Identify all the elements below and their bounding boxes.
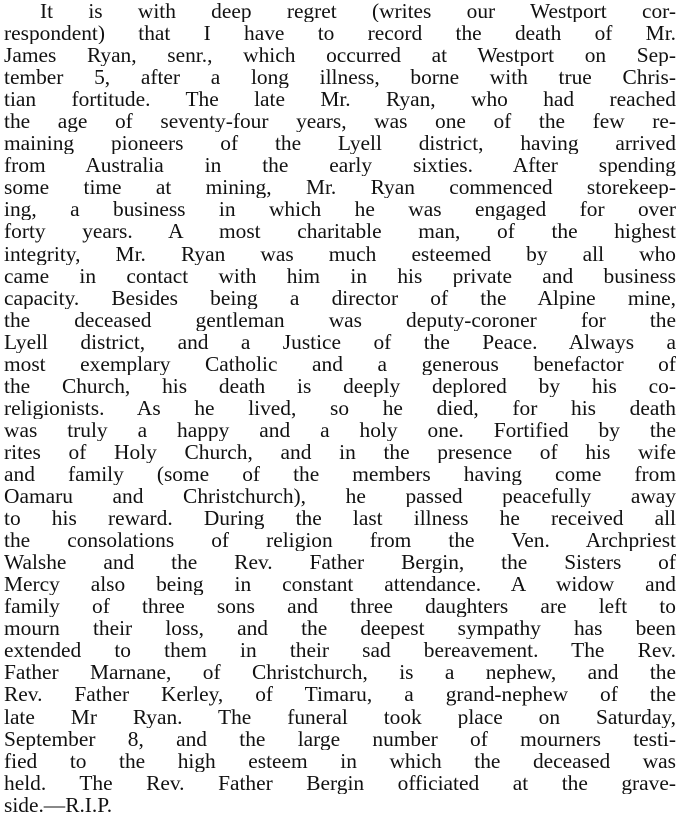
article-line-13: came in contact with him in his private and business [4, 264, 676, 287]
article-line-4: tember 5, after a long illness, borne with true Chris- [4, 66, 676, 89]
article-line-27: Mercy also being in constant attendance. A widow and [4, 573, 676, 596]
article-line-20: was truly a happy and a holy one. Fortified by the [4, 418, 676, 441]
article-line-32: Rev. Father Kerley, of Timaru, a grand-nephew of the [4, 683, 676, 706]
article-line-37: side.—R.I.P. [4, 793, 113, 816]
article-line-29: mourn their loss, and the deepest sympathy has been [4, 617, 676, 640]
article-line-7: maining pioneers of the Lyell district, having arrived [4, 132, 676, 155]
article-line-36: held. The Rev. Father Bergin officiated at the grave- [4, 771, 676, 794]
article-line-30: extended to them in their sad bereavement. The Rev. [4, 639, 676, 662]
article-line-12: integrity, Mr. Ryan was much esteemed by all who [4, 242, 676, 265]
obituary-article [4, 0, 676, 816]
article-line-25: the consolations of religion from the Ven. Archpriest [4, 529, 676, 552]
article-line-16: Lyell district, and a Justice of the Peace. Always a [4, 330, 676, 353]
article-line-33: late Mr Ryan. The funeral took place on Saturday, [4, 705, 676, 728]
article-line-14: capacity. Besides being a director of the Alpine mine, [4, 286, 676, 309]
article-line-6: the age of seventy-four years, was one of the few re- [4, 110, 676, 133]
article-line-26: Walshe and the Rev. Father Bergin, the Sisters of [4, 551, 676, 574]
article-line-18: the Church, his death is deeply deplored by his co- [4, 374, 676, 397]
article-line-23: Oamaru and Christchurch), he passed peacefully away [4, 485, 676, 508]
article-line-9: some time at mining, Mr. Ryan commenced storekeep- [4, 176, 676, 199]
article-line-1: It is with deep regret (writes our Westport cor- [40, 0, 676, 23]
article-line-22: and family (some of the members having come from [4, 462, 676, 486]
article-line-5: tian fortitude. The late Mr. Ryan, who had reached [4, 88, 676, 111]
article-line-3: James Ryan, senr., which occurred at Westport on Sep- [4, 44, 676, 67]
article-line-28: family of three sons and three daughters are left to [4, 595, 676, 618]
article-line-24: to his reward. During the last illness he received all [4, 507, 676, 530]
article-line-10: ing, a business in which he was engaged for over [4, 198, 676, 221]
article-line-31: Father Marnane, of Christchurch, is a nephew, and the [4, 661, 676, 684]
article-line-34: September 8, and the large number of mourners testi- [4, 727, 676, 750]
article-line-35: fied to the high esteem in which the deceased was [4, 749, 676, 772]
article-line-15: the deceased gentleman was deputy-coroner for the [4, 308, 676, 331]
article-line-17: most exemplary Catholic and a generous benefactor of [4, 352, 676, 375]
article-line-19: religionists. As he lived, so he died, for his death [4, 396, 676, 419]
article-line-11: forty years. A most charitable man, of the highest [4, 220, 676, 243]
article-line-2: respondent) that I have to record the death of Mr. [4, 22, 676, 45]
article-line-8: from Australia in the early sixties. After spending [4, 154, 676, 177]
article-line-21: rites of Holy Church, and in the presence of his wife [4, 440, 676, 463]
